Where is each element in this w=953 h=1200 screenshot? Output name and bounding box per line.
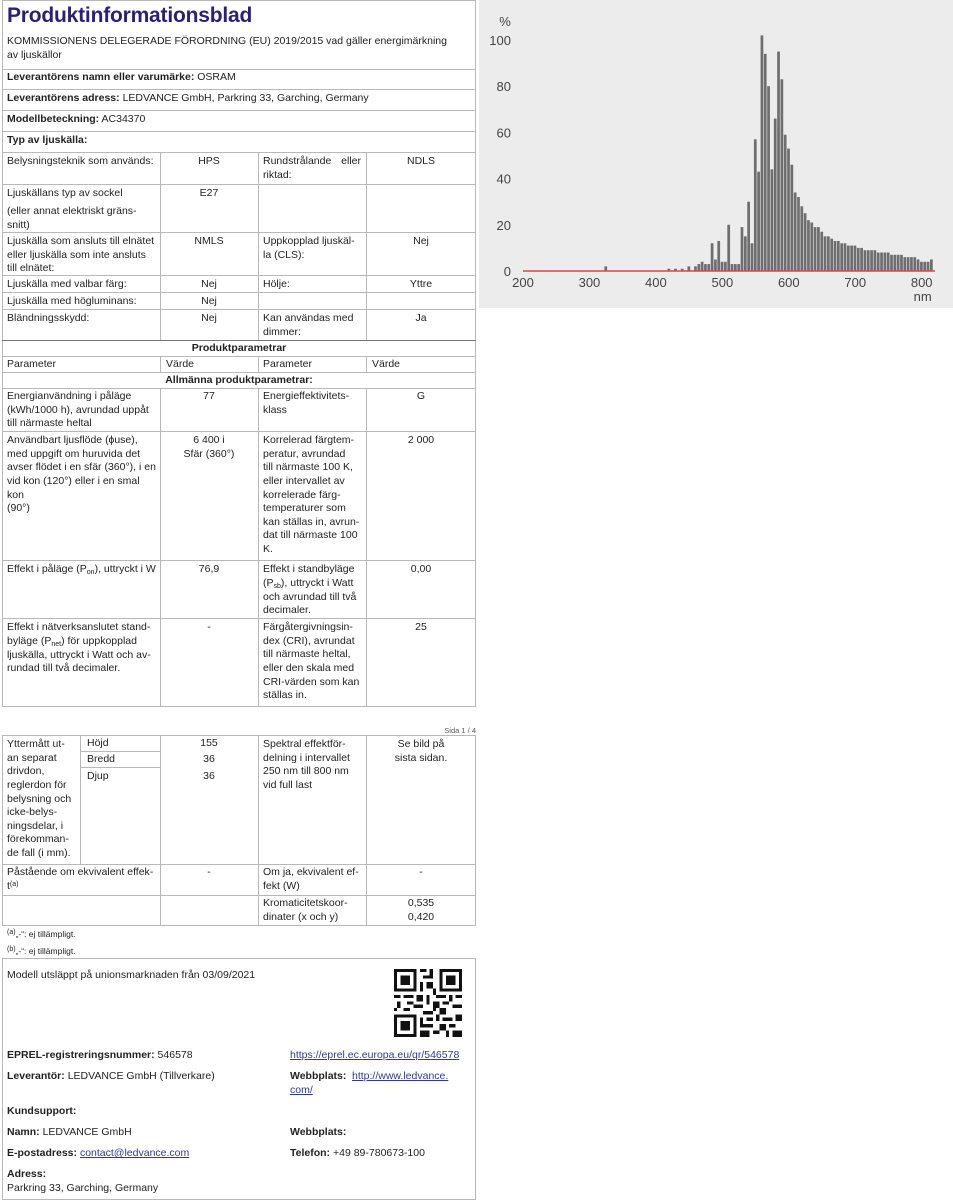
spectrum-bar — [857, 248, 860, 271]
spectrum-bar — [884, 253, 887, 271]
psb-value: 0,00 — [410, 563, 432, 575]
spectrum-bar — [697, 264, 700, 271]
direction-label: Rundstrålande eller riktad: — [263, 155, 361, 181]
spectrum-bar — [910, 257, 913, 271]
release-text: Modell utsläppt på unionsmarknaden från 03/09/2021 — [7, 969, 256, 981]
spectrum-bar — [867, 250, 870, 271]
class-value: G — [416, 390, 426, 402]
spectrum-bar — [787, 149, 790, 271]
y-tick-label: 100 — [489, 33, 511, 48]
website-label: Webbplats: — [290, 1070, 347, 1082]
eprel-row: EPREL-registreringsnummer: 546578 — [7, 1049, 193, 1061]
spectrum-bar — [717, 241, 720, 271]
socket-value: E27 — [199, 187, 219, 199]
eprel-link[interactable]: https://eprel.ec.europa.eu/qr/546578 — [290, 1049, 460, 1061]
spd-value: Se bild på sista sidan. — [394, 738, 448, 764]
page-title: Produktinformationsblad — [7, 4, 253, 27]
flux-value: 6 400 i Sfär (360°) — [183, 434, 235, 460]
general-params-heading: Allmänna produktparametrar: — [165, 374, 313, 386]
spectrum-bar — [887, 253, 890, 271]
pon-value: 76,9 — [198, 563, 220, 575]
spectrum-bar — [890, 255, 893, 271]
spectrum-bar — [807, 220, 810, 271]
spectrum-bar — [834, 241, 837, 271]
spectrum-bar — [917, 259, 920, 271]
equiv-label: Påstående om ekvivalent effek- $t^{(a)}$ — [7, 866, 154, 892]
spectrum-bar — [920, 262, 923, 271]
product-params-heading: Produktparametrar — [191, 342, 287, 354]
pon-label: Effekt i påläge $(P_{on})$, uttryckt i W — [7, 563, 156, 576]
spectrum-bar — [714, 259, 717, 271]
spectrum-bar — [820, 232, 823, 271]
cri-label: Färgåtergivningsin- dex (CRI), avrundat till närmaste heltal, eller den skala med CRI-värden som kan ställas in. — [263, 621, 360, 702]
y-tick-label: 60 — [496, 125, 511, 141]
class-label: Energieffektivitets- klass — [263, 390, 350, 416]
x-axis-unit: nm — [913, 289, 932, 304]
spectrum-bar — [707, 264, 710, 271]
equiv-yes-value: - — [419, 866, 423, 878]
email-row: E-postadress: contact@ledvance.com — [7, 1147, 190, 1159]
color-value: Nej — [201, 278, 217, 290]
dimmer-label: Kan användas med dimmer: — [263, 312, 354, 338]
technology-label: Belysningsteknik som används: — [7, 155, 154, 167]
x-tick-label: 300 — [578, 275, 601, 290]
address-label: Adress: — [7, 1168, 47, 1180]
height-value: 155 — [200, 737, 218, 749]
cct-value: 2 000 — [407, 434, 435, 446]
spectrum-bar — [847, 246, 850, 271]
technology-value: HPS — [198, 155, 220, 167]
col-value-2: Värde — [372, 358, 401, 370]
spectrum-bar — [927, 262, 930, 271]
phone-row: Telefon: +49 89-780673-100 — [290, 1147, 425, 1159]
support-web-label: Webbplats: — [290, 1126, 347, 1138]
page-number: Sida 1 / 4 — [444, 726, 476, 735]
spectrum-bar — [777, 52, 780, 271]
y-tick-label: 40 — [496, 171, 511, 187]
high-lum-label: Ljuskälla med högluminans: — [7, 295, 137, 307]
spectrum-bar — [797, 197, 800, 271]
flux-label: Användbart ljusflöde (ɸuse), med uppgift om huruvida det avser flödet i en sfär (360°), i en vid kon (120°) eller i en smal kon (90°) — [7, 434, 156, 515]
spectrum-bar — [840, 243, 843, 271]
spectrum-bar — [800, 206, 803, 271]
spectrum-bar — [913, 257, 916, 271]
spectrum-bar — [701, 262, 704, 271]
depth-label: Djup — [87, 770, 109, 782]
spectrum-bar — [877, 253, 880, 271]
col-value: Värde — [166, 358, 195, 370]
spectrum-bar — [794, 192, 797, 271]
spd-label: Spektral effektför- delning i intervallet 250 nm till 800 nm vid full last — [263, 738, 350, 791]
cct-label: Korrelerad färgtem- peratur, avrundad till närmaste 100 K, eller intervallet av korrelerade färg- temperaturer som kan ställas in, avrun- dat till närmaste 100 K. — [263, 434, 360, 556]
width-label: Bredd — [87, 753, 116, 765]
spectrum-bar — [764, 54, 767, 271]
spectral-chart — [479, 0, 953, 308]
model-row: Modellbeteckning: AC34370 — [7, 113, 146, 125]
spectrum-bar — [727, 225, 730, 271]
depth-value: 36 — [203, 770, 215, 782]
spectrum-bar — [771, 169, 774, 271]
energy-label: Energianvändning i påläge (kWh/1000 h), avrundad uppåt till närmaste heltal — [7, 390, 149, 430]
chroma-value: 0,535 0,420 — [407, 897, 435, 923]
spectrum-bar — [923, 262, 926, 271]
supplier-address-row: Leverantörens adress: LEDVANCE GmbH, Parkring 33, Garching, Germany — [7, 92, 369, 104]
pnet-label: Effekt i nätverksanslutet stand- byläge $(P_{net})$ för uppkopplad ljuskälla, uttryckt i Watt och av- rundad till två decimaler. — [7, 621, 151, 675]
spectrum-bar — [747, 202, 750, 271]
spectrum-bar — [844, 243, 847, 271]
address-value: Parkring 33, Garching, Germany — [7, 1182, 159, 1194]
socket-label-2: (eller annat elektriskt gräns- snitt) — [7, 205, 137, 231]
spectrum-bar — [751, 243, 754, 271]
high-lum-value: Nej — [201, 295, 217, 307]
energy-value: 77 — [203, 390, 215, 402]
spectrum-bar — [754, 139, 757, 271]
spectral-chart-svg — [479, 0, 953, 308]
spectrum-bar — [761, 35, 764, 271]
psb-label: Effekt i standbyläge $(P_{sb})$, uttryckt i Watt och avrundad till två decimaler. — [263, 563, 357, 617]
spectrum-bar — [893, 255, 896, 271]
spectrum-bar — [757, 172, 760, 271]
spectrum-bar — [741, 227, 744, 271]
dimensions-label: Yttermått ut- an separat drivdon, reglerdon för belysning och icke-belys- ningsdelar, i förekomman- de fall (i mm). — [7, 738, 72, 860]
width-value: 36 — [203, 753, 215, 765]
col-param: Parameter — [7, 358, 57, 370]
supplier-row: Leverantör: LEDVANCE GmbH (Tillverkare) — [7, 1070, 215, 1082]
spectrum-bar — [810, 222, 813, 271]
envelope-value: Yttre — [409, 278, 433, 290]
glare-value: Nej — [201, 312, 217, 324]
spectrum-bar — [744, 236, 747, 271]
spectrum-bar — [734, 264, 737, 271]
x-tick-label: 500 — [711, 275, 734, 290]
direction-value: NDLS — [406, 155, 435, 167]
spectrum-bar — [864, 250, 867, 271]
website-link[interactable]: http://www.ledvance. com/ — [290, 1070, 449, 1096]
cri-value: 25 — [415, 621, 427, 633]
spectrum-bar — [824, 236, 827, 271]
regulation-text: KOMMISSIONENS DELEGERADE FÖRORDNING (EU) 2019/2015 vad gäller energimärkning av ljuskällor — [7, 35, 447, 61]
qr-code-icon — [394, 969, 462, 1037]
spectrum-bar — [731, 264, 734, 271]
socket-label: Ljuskällans typ av sockel — [7, 187, 123, 199]
x-tick-label: 400 — [645, 275, 667, 290]
spectrum-bar — [704, 264, 707, 271]
spectrum-bar — [781, 79, 784, 271]
spectrum-bar — [874, 250, 877, 271]
spectrum-bar — [721, 262, 724, 271]
mains-value: NMLS — [194, 235, 224, 247]
support-heading: Kundsupport: — [7, 1105, 77, 1117]
spectrum-bar — [767, 86, 770, 271]
x-tick-label: 800 — [910, 275, 933, 290]
cls-value: Nej — [413, 235, 429, 247]
email-link[interactable]: contact@ledvance.com — [79, 1147, 190, 1159]
spectrum-bar — [900, 255, 903, 271]
note-a: $^{(a)}$„-“: ej tillämpligt. — [7, 929, 76, 939]
spectrum-bar — [804, 213, 807, 271]
height-label: Höjd — [87, 737, 109, 749]
spectrum-bar — [827, 236, 830, 271]
spectrum-bar — [854, 246, 857, 271]
spectrum-bar — [784, 135, 787, 271]
cls-label: Uppkopplad ljuskäl- la (CLS): — [263, 235, 355, 261]
supplier-name-row: Leverantörens namn eller varumärke: OSRAM — [7, 71, 236, 83]
x-tick-label: 600 — [777, 275, 800, 290]
spectrum-bar — [897, 255, 900, 271]
spectrum-bar — [817, 227, 820, 271]
y-tick-label: 20 — [496, 217, 511, 233]
spectrum-bar — [907, 257, 910, 271]
color-label: Ljuskälla med valbar färg: — [7, 278, 127, 290]
equiv-value: - — [207, 866, 211, 878]
chroma-label: Kromaticitetskoor- dinater (x och y) — [263, 897, 348, 923]
spectrum-bar — [837, 241, 840, 271]
pnet-value: - — [207, 621, 211, 633]
spectrum-bar — [860, 248, 863, 271]
equiv-yes-label: Om ja, ekvivalent ef- fekt (W) — [263, 866, 359, 892]
spectrum-bar — [903, 257, 906, 271]
mains-label: Ljuskälla som ansluts till elnätet eller ljuskälla som inte ansluts till elnätet: — [7, 235, 155, 275]
light-type-heading: Typ av ljuskälla: — [7, 134, 88, 146]
spectrum-bar — [737, 264, 740, 271]
spectrum-bar — [830, 239, 833, 271]
spectrum-bar — [724, 262, 727, 271]
spectrum-bar — [790, 165, 793, 271]
support-name-row: Namn: LEDVANCE GmbH — [7, 1126, 132, 1138]
spectrum-bar — [774, 119, 777, 271]
spectrum-bar — [850, 246, 853, 271]
spectrum-bar — [930, 259, 933, 271]
y-tick-label: 80 — [496, 79, 511, 95]
note-b: $^{(b)}$„-“: ej tillämpligt. — [7, 946, 76, 956]
spectrum-bar — [711, 243, 714, 271]
spectrum-bar — [880, 253, 883, 271]
col-param-2: Parameter — [263, 358, 313, 370]
dimmer-value: Ja — [415, 312, 427, 324]
y-axis-unit: % — [499, 14, 511, 29]
spectrum-bar — [870, 250, 873, 271]
spectrum-bar — [814, 227, 817, 271]
x-tick-label: 700 — [844, 275, 867, 290]
x-tick-label: 200 — [512, 275, 534, 290]
y-tick-label: 0 — [503, 264, 511, 279]
glare-label: Bländningsskydd: — [7, 312, 90, 324]
envelope-label: Hölje: — [263, 278, 290, 290]
